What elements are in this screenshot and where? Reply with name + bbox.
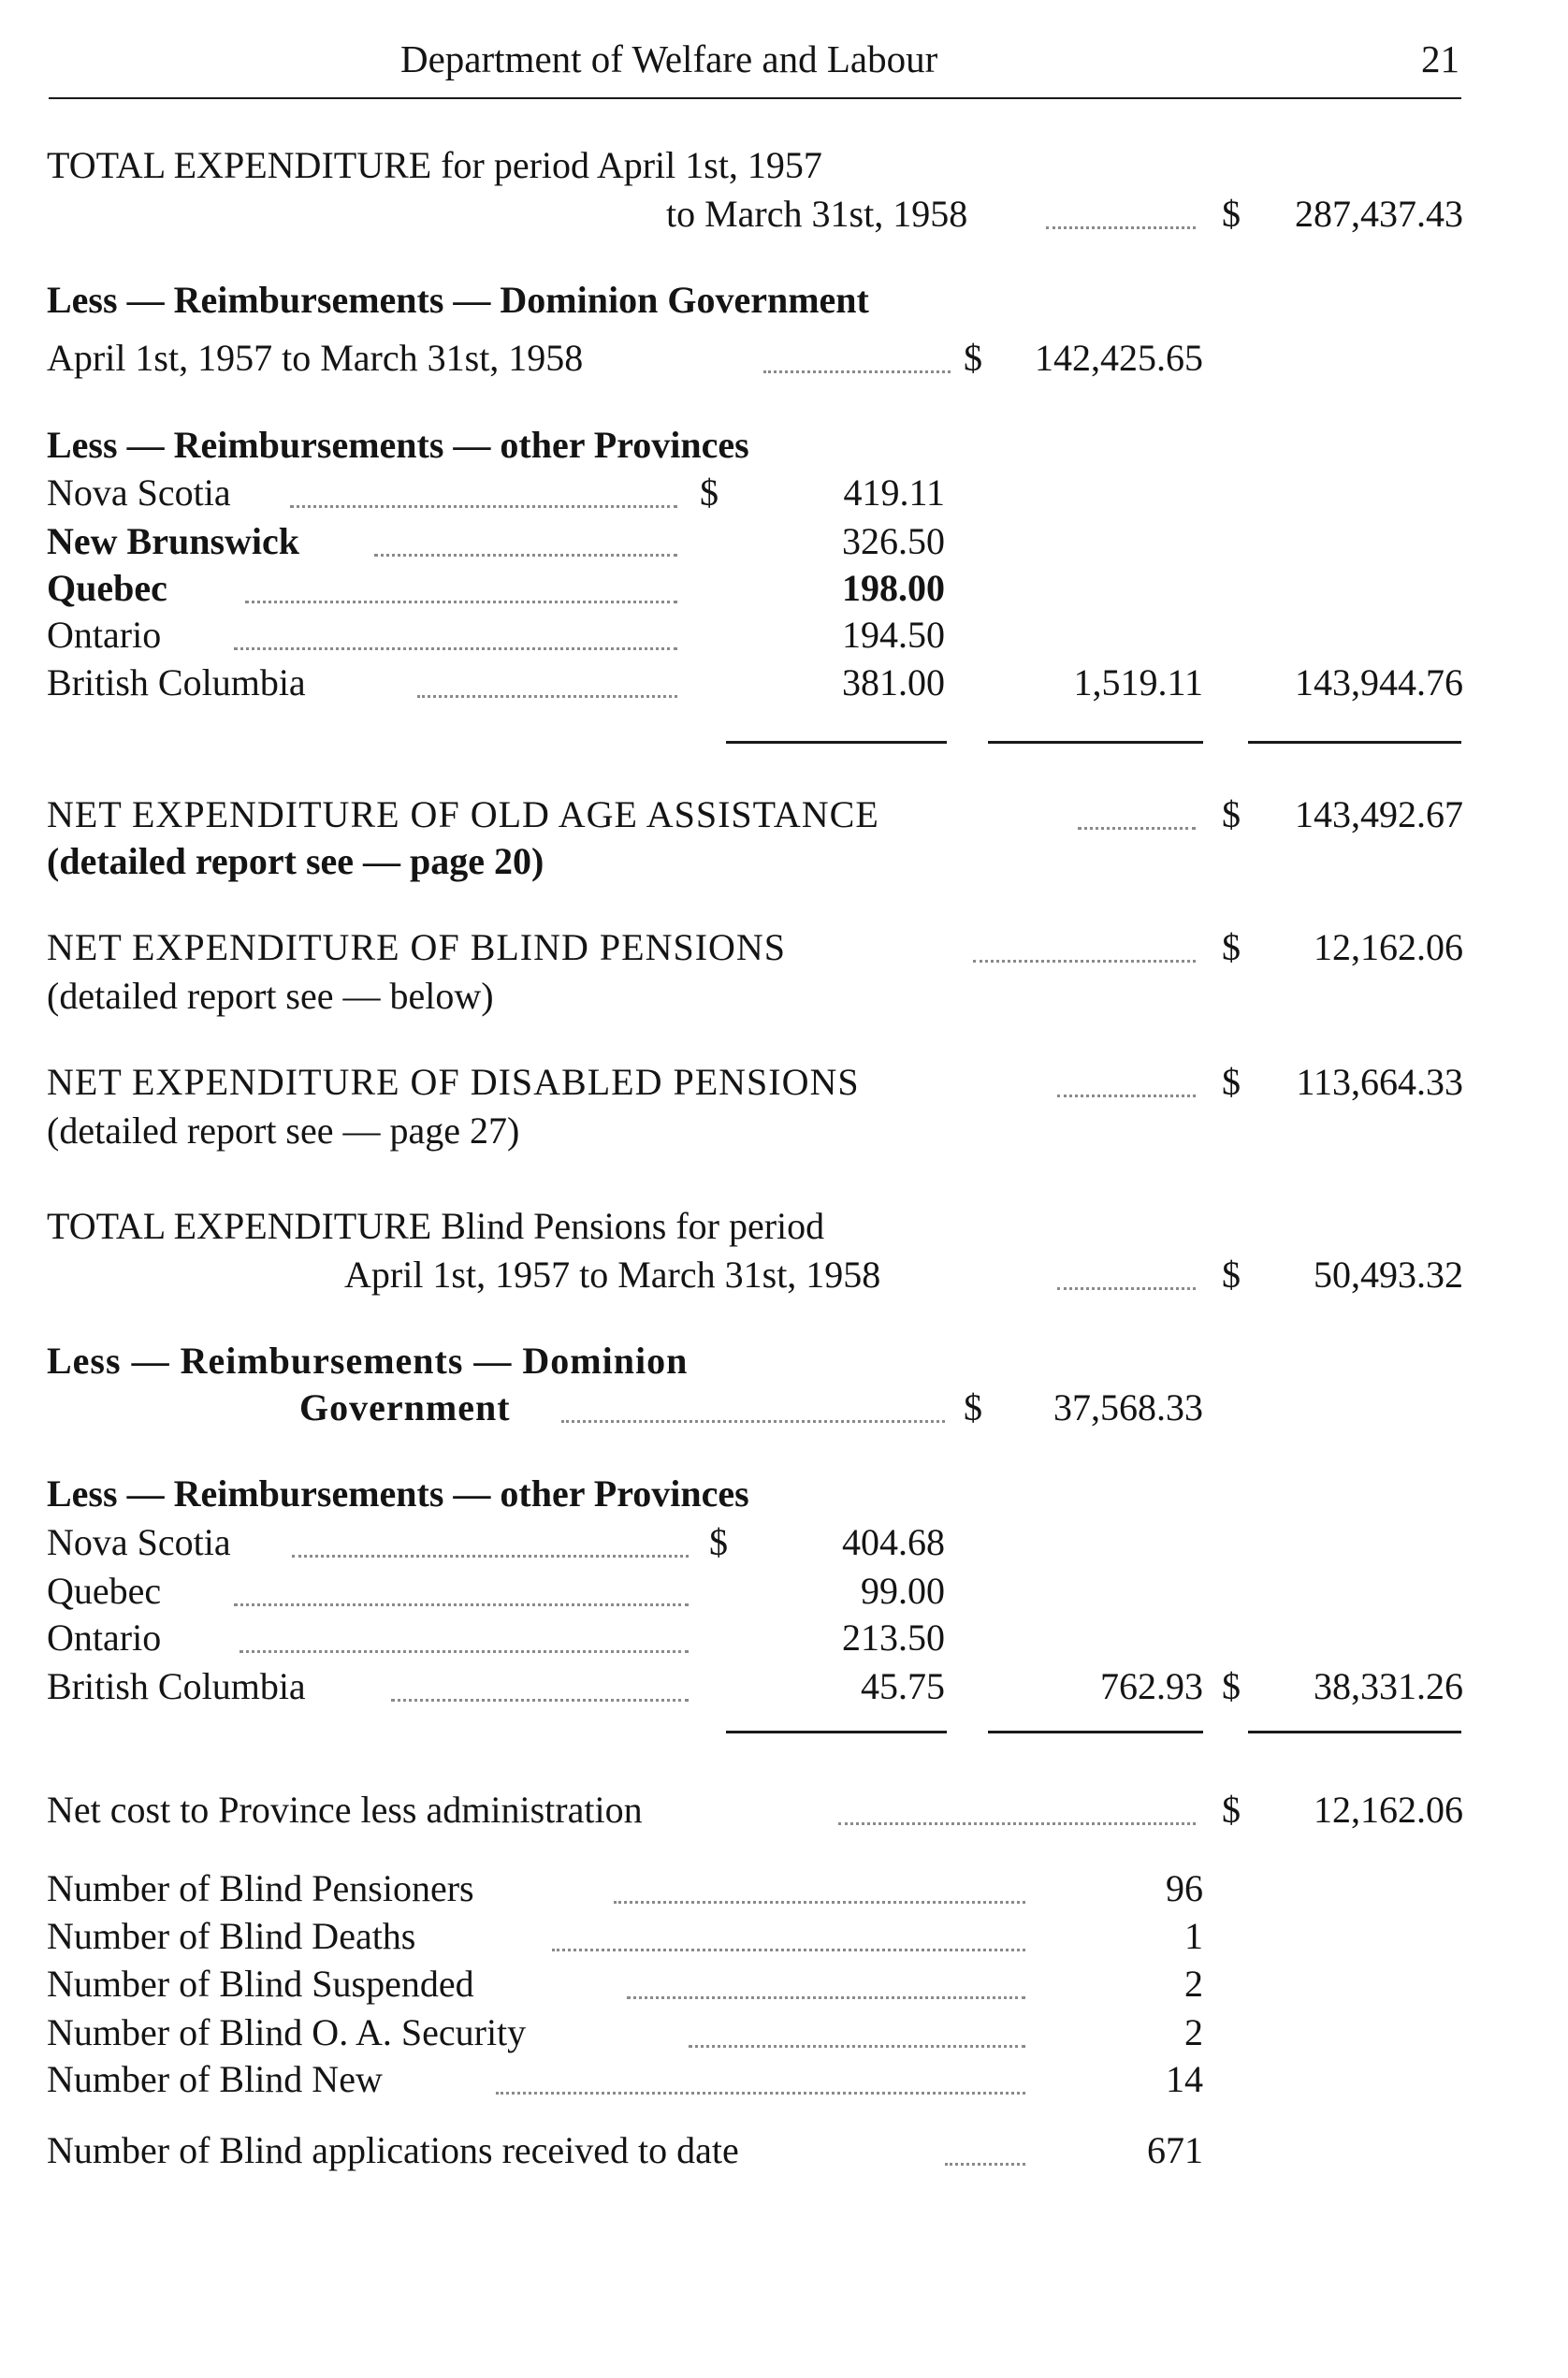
provinces-subtotal: 1,519.11 bbox=[1073, 661, 1203, 703]
header-rule bbox=[49, 97, 1461, 99]
currency-sign: $ bbox=[1222, 1665, 1241, 1707]
currency-sign: $ bbox=[964, 337, 982, 379]
reimb-provinces-blind-heading: Less — Reimbursements — other Provinces bbox=[47, 1472, 749, 1515]
leader-dots bbox=[234, 1603, 689, 1606]
total-expenditure-line2: to March 31st, 1958 bbox=[666, 193, 968, 235]
provinces-blind-subtotal: 762.93 bbox=[1100, 1665, 1203, 1707]
province-amount: 419.11 bbox=[843, 471, 945, 514]
currency-sign: $ bbox=[1222, 193, 1241, 235]
net-disabled-title: NET EXPENDITURE OF DISABLED PENSIONS bbox=[47, 1061, 860, 1103]
province-name: New Brunswick bbox=[47, 520, 300, 562]
sum-rule bbox=[726, 741, 947, 744]
province-name: British Columbia bbox=[47, 661, 306, 703]
reimb-provinces-heading: Less — Reimbursements — other Provinces bbox=[47, 424, 749, 466]
sum-rule bbox=[1248, 741, 1461, 744]
leader-dots bbox=[374, 554, 677, 557]
leader-dots bbox=[627, 1996, 1025, 1999]
net-disabled-reference: (detailed report see — page 27) bbox=[47, 1109, 520, 1152]
sum-rule bbox=[988, 1731, 1203, 1733]
net-disabled-amount: 113,664.33 bbox=[1296, 1061, 1463, 1103]
currency-sign: $ bbox=[700, 471, 719, 514]
province-amount: 194.50 bbox=[842, 614, 945, 656]
page-number: 21 bbox=[1421, 37, 1459, 80]
currency-sign: $ bbox=[1222, 1789, 1241, 1831]
province-amount: 198.00 bbox=[842, 567, 945, 609]
total-blind-line1: TOTAL EXPENDITURE Blind Pensions for period bbox=[47, 1205, 825, 1247]
province-name: Quebec bbox=[47, 567, 167, 609]
leader-dots bbox=[1078, 827, 1196, 830]
stat-value: 14 bbox=[1166, 2058, 1203, 2100]
applications-label: Number of Blind applications received to date bbox=[47, 2129, 739, 2171]
total-blind-amount: 50,493.32 bbox=[1314, 1254, 1463, 1296]
currency-sign: $ bbox=[964, 1386, 982, 1428]
stat-value: 96 bbox=[1166, 1867, 1203, 1909]
reimbursements-blind-total: 38,331.26 bbox=[1314, 1665, 1463, 1707]
leader-dots bbox=[1057, 1287, 1196, 1290]
province-name: Quebec bbox=[47, 1570, 162, 1612]
leader-dots bbox=[561, 1420, 945, 1423]
net-blind-title: NET EXPENDITURE OF BLIND PENSIONS bbox=[47, 926, 787, 968]
currency-sign: $ bbox=[1222, 1254, 1241, 1296]
leader-dots bbox=[245, 601, 677, 603]
currency-sign: $ bbox=[1222, 926, 1241, 968]
stat-label: Number of Blind O. A. Security bbox=[47, 2011, 527, 2053]
province-amount: 213.50 bbox=[842, 1617, 945, 1659]
stat-label: Number of Blind Suspended bbox=[47, 1963, 474, 2005]
province-amount: 99.00 bbox=[861, 1570, 945, 1612]
currency-sign: $ bbox=[709, 1521, 728, 1563]
net-cost-label: Net cost to Province less administration bbox=[47, 1789, 643, 1831]
leader-dots bbox=[614, 1901, 1025, 1904]
total-expenditure-amount: 287,437.43 bbox=[1295, 193, 1463, 235]
province-amount: 404.68 bbox=[842, 1521, 945, 1563]
leader-dots bbox=[973, 960, 1196, 963]
leader-dots bbox=[945, 2163, 1025, 2166]
total-blind-line2: April 1st, 1957 to March 31st, 1958 bbox=[344, 1254, 881, 1296]
reimb-dominion-amount: 142,425.65 bbox=[1035, 337, 1203, 379]
net-oaa-reference: (detailed report see — page 20) bbox=[47, 840, 544, 882]
sum-rule bbox=[726, 1731, 947, 1733]
stat-value: 1 bbox=[1184, 1915, 1203, 1957]
province-amount: 45.75 bbox=[861, 1665, 945, 1707]
leader-dots bbox=[417, 695, 677, 698]
leader-dots bbox=[838, 1822, 1196, 1825]
leader-dots bbox=[689, 2045, 1025, 2048]
province-name: British Columbia bbox=[47, 1665, 306, 1707]
applications-value: 671 bbox=[1147, 2129, 1203, 2171]
leader-dots bbox=[290, 505, 677, 508]
stat-label: Number of Blind Pensioners bbox=[47, 1867, 474, 1909]
leader-dots bbox=[1057, 1095, 1196, 1097]
running-header-title: Department of Welfare and Labour bbox=[400, 37, 938, 80]
currency-sign: $ bbox=[1222, 793, 1241, 835]
net-blind-amount: 12,162.06 bbox=[1314, 926, 1463, 968]
net-blind-reference: (detailed report see — below) bbox=[47, 975, 494, 1017]
reimb-dominion-period: April 1st, 1957 to March 31st, 1958 bbox=[47, 337, 584, 379]
net-cost-amount: 12,162.06 bbox=[1314, 1789, 1463, 1831]
total-expenditure-line1: TOTAL EXPENDITURE for period April 1st, 1957 bbox=[47, 144, 822, 186]
sum-rule bbox=[1248, 1731, 1461, 1733]
leader-dots bbox=[240, 1650, 689, 1653]
sum-rule bbox=[988, 741, 1203, 744]
leader-dots bbox=[391, 1699, 689, 1702]
leader-dots bbox=[234, 647, 677, 650]
stat-label: Number of Blind New bbox=[47, 2058, 383, 2100]
stat-value: 2 bbox=[1184, 2011, 1203, 2053]
net-oaa-amount: 143,492.67 bbox=[1295, 793, 1463, 835]
leader-dots bbox=[496, 2092, 1025, 2095]
reimbursements-total: 143,944.76 bbox=[1295, 661, 1463, 703]
reimb-dominion-blind-line1: Less — Reimbursements — Dominion bbox=[47, 1340, 689, 1382]
stat-value: 2 bbox=[1184, 1963, 1203, 2005]
stat-label: Number of Blind Deaths bbox=[47, 1915, 416, 1957]
net-oaa-title: NET EXPENDITURE OF OLD AGE ASSISTANCE bbox=[47, 793, 879, 835]
reimb-dominion-blind-line2: Government bbox=[299, 1386, 511, 1428]
province-name: Nova Scotia bbox=[47, 471, 231, 514]
province-name: Ontario bbox=[47, 1617, 162, 1659]
province-name: Nova Scotia bbox=[47, 1521, 231, 1563]
currency-sign: $ bbox=[1222, 1061, 1241, 1103]
leader-dots bbox=[292, 1555, 689, 1558]
province-amount: 381.00 bbox=[842, 661, 945, 703]
leader-dots bbox=[552, 1949, 1025, 1951]
leader-dots bbox=[1046, 226, 1196, 229]
leader-dots bbox=[763, 370, 951, 373]
reimb-dominion-blind-amount: 37,568.33 bbox=[1053, 1386, 1203, 1428]
province-name: Ontario bbox=[47, 614, 162, 656]
province-amount: 326.50 bbox=[842, 520, 945, 562]
reimb-dominion-heading: Less — Reimbursements — Dominion Government bbox=[47, 279, 869, 321]
